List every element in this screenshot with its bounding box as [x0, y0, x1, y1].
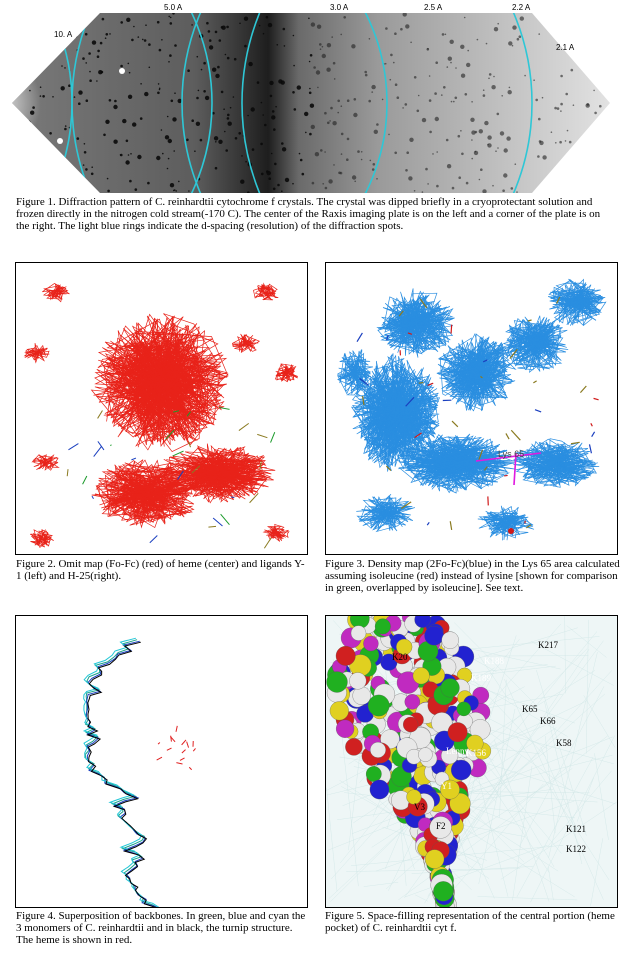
figure4-caption: Figure 4. Superposition of backbones. In green, blue and cyan the 3 monomers of C. reinhardtii and in black, the turnip structure. The heme is shown in red. [16, 910, 306, 946]
residue-label-k58: K58 [556, 738, 572, 748]
residue-label-k156: K156 [466, 748, 486, 758]
residue-label-k189: K189 [471, 673, 491, 683]
ring-label-2-5A: 2.5 A [424, 3, 443, 12]
bright-spot [119, 68, 125, 74]
density-map-mesh [337, 279, 606, 540]
ring-label-10A: 10. A [54, 30, 73, 39]
backbone-trace [84, 638, 216, 907]
bright-spot [57, 138, 63, 144]
water-marker [508, 528, 514, 534]
ring-label-3A: 3.0 A [330, 3, 349, 12]
figure3-density-map [325, 262, 618, 555]
residue-label-k217: K217 [538, 640, 558, 650]
residue-label-k122: K122 [566, 844, 586, 854]
figure2-omit-map [15, 262, 308, 555]
figure1-diffraction-image [12, 3, 622, 193]
backbone-trace [87, 641, 219, 907]
figure4-backbone-superposition [15, 615, 308, 908]
backbone-trace [85, 640, 217, 907]
diffraction-spot [304, 112, 308, 116]
residue-label-y1: Y1 [441, 781, 452, 791]
ring-label-2-1A: 2.1 A [556, 43, 575, 52]
figure5-space-filling [325, 615, 618, 908]
ring-label-5A: 5.0 A [164, 3, 183, 12]
residue-label-lenny: Lenny [446, 746, 469, 756]
residue-label-v3: V3 [414, 802, 425, 812]
ring-label-2-2A: 2.2 A [512, 3, 531, 12]
residue-label-f2: F2 [436, 821, 446, 831]
residue-label-k121: K121 [566, 824, 586, 834]
lys65-label: Lys 65 [498, 449, 525, 459]
residue-label-k20: K20 [392, 652, 408, 662]
omit-map-mesh [25, 283, 298, 547]
figure5-caption: Figure 5. Space-filling representation of the central portion (heme pocket) of C. reinhardtii cyt f. [325, 910, 615, 934]
figure3-caption: Figure 3. Density map (2Fo-Fc)(blue) in the Lys 65 area calculated assuming isoleucine (red) instead of lysine [shown for comparison in green, overlapped by isoleucine]. See text. [325, 558, 620, 594]
backbone-trace [88, 642, 219, 907]
heme-group [157, 726, 196, 770]
residue-label-k188: K188 [484, 656, 504, 666]
figure1-caption: Figure 1. Diffraction pattern of C. reinhardtii cytochrome f crystals. The crystal was dipped briefly in a cryoprotectant solution and frozen directly in the nitrogen cold stream(-170 C). The center of the Raxis imaging plate is on the left and a corner of the plate is on the right. The light blue rings indicate the d-spacing (resolution) of the diffraction spots. [16, 196, 601, 232]
residue-label-k65: K65 [522, 704, 538, 714]
figure2-caption: Figure 2. Omit map (Fo-Fc) (red) of heme (center) and ligands Y-1 (left) and H-25(right). [16, 558, 305, 582]
residue-label-k66: K66 [540, 716, 556, 726]
